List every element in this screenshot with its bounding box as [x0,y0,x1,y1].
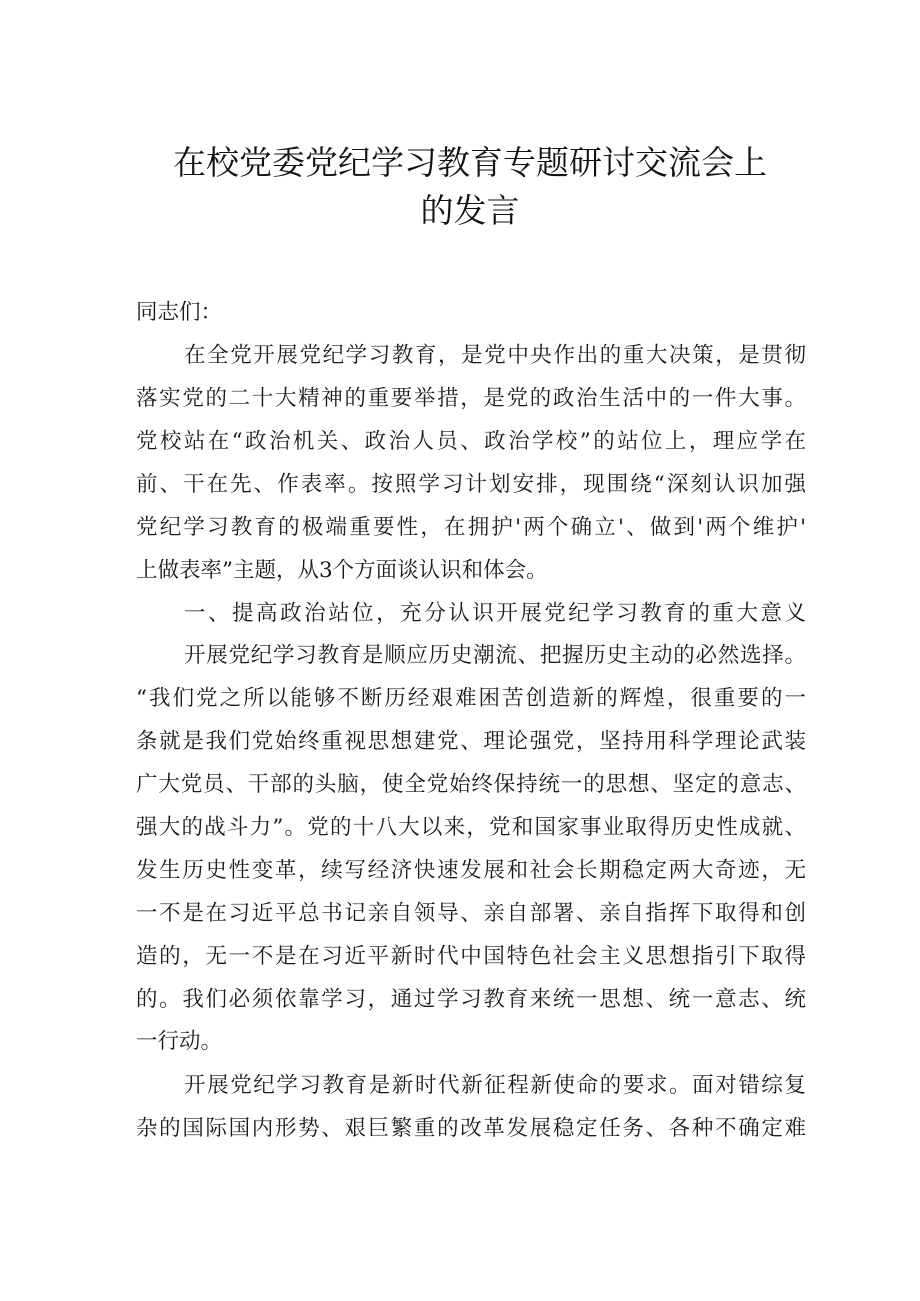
section-heading: 一、提高政治站位，充分认识开展党纪学习教育的重大意义 [184,601,806,626]
body-line: 前、干在先、作表率。按照学习计划安排，现围绕“深刻认识加强 [136,472,806,497]
body-line: 党校站在“政治机关、政治人员、政治学校”的站位上，理应学在 [136,429,806,454]
body-line: 造的，无一不是在习近平新时代中国特色社会主义思想指引下取得 [136,944,806,969]
document-title-line-1: 在校党委党纪学习教育专题研讨交流会上 [173,143,767,182]
body-line: 杂的国际国内形势、艰巨繁重的改革发展稳定任务、各种不确定难 [136,1116,806,1141]
body-line: 的。我们必须依靠学习，通过学习教育来统一思想、统一意志、统 [136,987,806,1012]
body-line: 广大党员、干部的头脑，使全党始终保持统一的思想、坚定的意志、 [136,772,806,797]
body-line: 开展党纪学习教育是新时代新征程新使命的要求。面对错综复 [184,1073,806,1098]
body-line: 一不是在习近平总书记亲自领导、亲自部署、亲自指挥下取得和创 [136,901,806,926]
body-line: 强大的战斗力”。党的十八大以来，党和国家事业取得历史性成就、 [136,815,806,840]
document-title-line-2: 的发言 [420,191,520,230]
body-line: 党纪学习教育的极端重要性，在拥护'两个确立'、做到'两个维护' [136,515,806,540]
body-line: 落实党的二十大精神的重要举措，是党的政治生活中的一件大事。 [136,386,806,411]
body-line: 一行动。 [136,1029,223,1054]
body-line: 在全党开展党纪学习教育，是党中央作出的重大决策，是贯彻 [184,343,806,368]
body-line: 上做表率”主题，从3个方面谈认识和体会。 [136,558,548,583]
body-line: 发生历史性变革，续写经济快速发展和社会长期稳定两大奇迹，无 [136,858,806,883]
salutation: 同志们： [136,300,223,325]
body-line: 条就是我们党始终重视思想建党、理论强党，坚持用科学理论武装 [136,729,806,754]
body-line: “我们党之所以能够不断历经艰难困苦创造新的辉煌，很重要的一 [136,686,806,711]
body-line: 开展党纪学习教育是顺应历史潮流、把握历史主动的必然选择。 [184,643,806,668]
